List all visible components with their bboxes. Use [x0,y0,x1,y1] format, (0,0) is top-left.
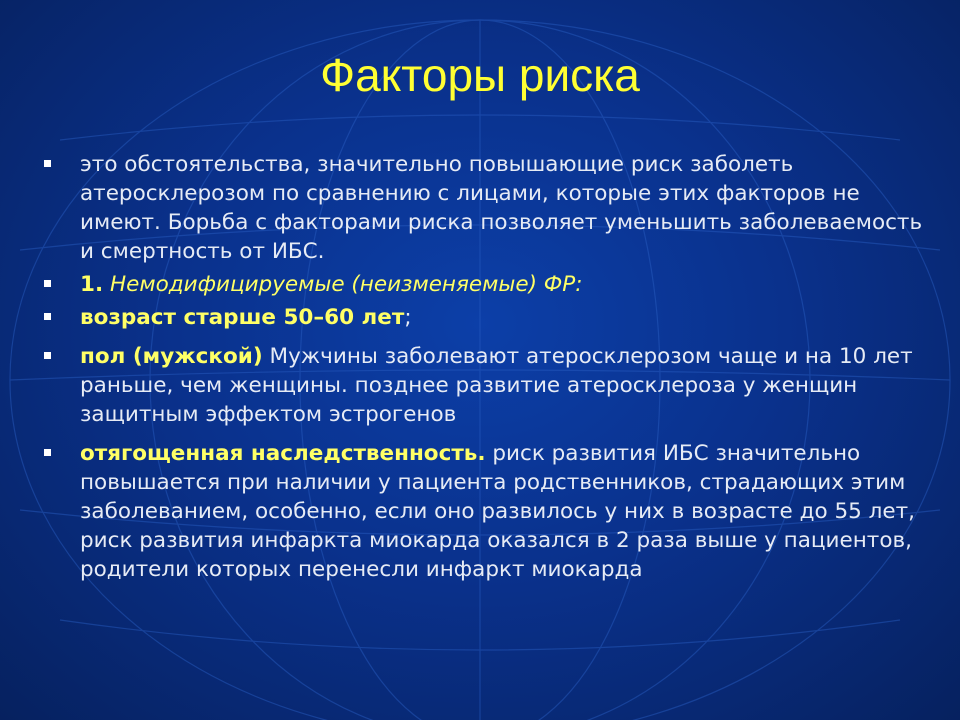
bullet-lead: возраст старше 50–60 лет [80,305,405,330]
slide-title: Факторы риска [320,49,640,101]
square-bullet-icon [44,449,51,456]
bullet-item-nonmodifiable-heading [40,270,940,299]
bullet-text: риск развития ИБС значительно повышается при наличии у пациента родственников, страдающих этим заболеванием, особенно, если оно развилось у них в возрасте до 55 лет, риск развития инфаркта миокарда оказался в 2 раза выше у пациентов, родители которых перенесли инфаркт миокарда [80,441,915,582]
bullet-number: 1. [80,272,104,297]
bullet-item-definition [40,150,940,266]
square-bullet-icon [44,280,51,287]
bullet-text: ; [404,305,412,330]
bullet-lead: отягощенная наследственность. [80,441,486,466]
square-bullet-icon [44,313,51,320]
bullet-lead: пол (мужской) [80,344,263,369]
bullet-list [40,150,940,588]
bullet-item-sex [40,342,940,429]
square-bullet-icon [44,160,51,167]
bullet-text: Мужчины заболевают атеросклерозом чаще и на 10 лет раньше, чем женщины. позднее развитие атеросклероза у женщин защитным эффектом эстрогенов [80,344,913,427]
bullet-emphasis: Немодифицируемые (неизменяемые) ФР: [109,272,583,297]
bullet-item-age [40,303,940,332]
square-bullet-icon [44,352,51,359]
bullet-text: это обстоятельства, значительно повышающие риск заболеть атеросклерозом по сравнению с лицами, которые этих факторов не имеют. Борьба с факторами риска позволяет уменьшить заболеваемость и смертность от ИБС. [80,152,923,264]
bullet-item-heredity [40,439,940,584]
